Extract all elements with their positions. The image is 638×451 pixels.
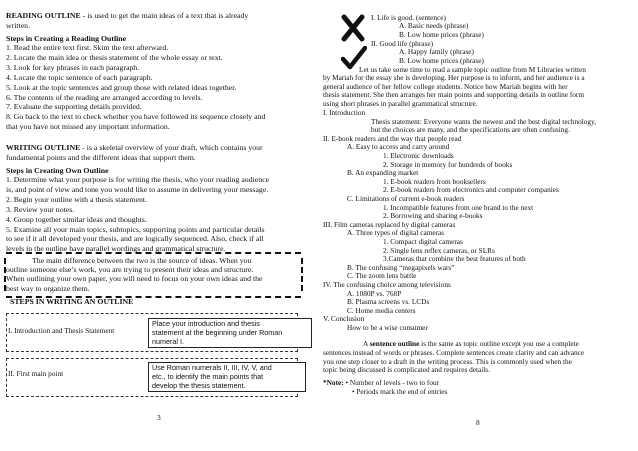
note-line: Place your introduction and thesis [152, 319, 260, 328]
difference-box-right [301, 258, 303, 291]
steps-reading-item: that you have not missed any important information. [6, 122, 170, 132]
steps-writing-title: STEPS IN WRITING AN OUTLINE [10, 297, 134, 306]
outline-entry: 1. E-book readers from booksellers [383, 176, 486, 186]
steps-reading-item: 5. Look at the topic sentences and group those with related ideas together. [6, 82, 237, 92]
outline-entry: C. Limitations of current e-book readers [347, 194, 465, 203]
step1-note [148, 318, 312, 348]
outline-entry: 2. Storage in memory for hundreds of books [383, 159, 513, 169]
steps-own-title: Steps in Creating Own Outline [6, 166, 109, 175]
steps-reading-item: 3. Look for key phrases in each paragraph. [6, 62, 140, 72]
outline-entry: V. Conclusion [323, 314, 365, 324]
sentence-outline-term: sentence outline [369, 339, 420, 348]
steps-own-item: 1. Determine what your purpose is for writing the thesis, who your reading audience [6, 175, 270, 184]
outline-entry: 1. Compact digital cameras [383, 237, 463, 246]
step1-label: I. Introduction and Thesis Statement [8, 326, 115, 335]
example-line: I. Life is good. (sentence) [371, 13, 446, 22]
reading-outline-text: - is used to get the main ideas of a text that is already [80, 11, 249, 20]
outline-entry: C. Home media centers [347, 305, 416, 315]
sentence-line: you one step closer to a draft in the writing process. This is commonly used when the [323, 356, 572, 366]
outline-entry: B. An expanding market [347, 168, 419, 178]
outline-entry: IV. The confusing choice among televisions [323, 280, 451, 289]
outline-entry: but the choices are many, and the specifications are often confusing. [371, 125, 570, 135]
steps-own-item: 5. Examine all your main topics, subtopics, supporting points and particular details [6, 224, 265, 234]
outline-entry: III. Film cameras replaced by digital cameras [323, 219, 456, 229]
intro-line: using short phrases in parallel grammatical structure. [323, 98, 478, 108]
note-line: develop the thesis statement. [152, 380, 246, 390]
difference-line: outline someone else’s work, you are trying to present their ideas and structure. [6, 265, 254, 275]
intro-line: general audience of her fellow college students. Notice how Mariah begins with her [323, 81, 568, 91]
steps-own-item: 3. Review your notes. [6, 204, 75, 214]
reading-outline-text-cont: written. [6, 21, 31, 30]
page-number-left: 3 [157, 413, 161, 422]
sentence-outline-rest: is the same as topic outline except you use a complete [419, 339, 579, 348]
wrong-x-icon [341, 14, 365, 42]
steps-reading-item: 7. Evaluate the supporting details provided. [6, 102, 142, 112]
outline-entry: A. Easy to access and carry around [347, 142, 450, 152]
steps-reading-item: 6. The contents of the reading are arranged according to levels. [6, 92, 203, 102]
outline-entry: II. E-book readers and the way that people read [323, 133, 462, 143]
steps-reading-item: 1. Read the entire text first. Skim the text afterward. [6, 43, 169, 52]
writing-outline-text-cont: fundamental points and the different ideas that support them. [6, 153, 196, 162]
note-item: • Number of levels - two to four [345, 378, 440, 387]
outline-entry: A. Three types of digital cameras [347, 228, 445, 238]
steps-reading-item: 8. Go back to the text to check whether you have followed its sequence closely and [6, 112, 266, 122]
sentence-line: sentences instead of words or phrases. Complete sentences create clarity and can advance [323, 348, 585, 357]
steps-own-item: is, and point of view and tone you would like to assume in delivering your message. [6, 184, 269, 194]
steps-own-item: 2. Begin your outline with a thesis statement. [6, 194, 147, 204]
sentence-line: topic being discussed is complicated and requires details. [323, 365, 490, 375]
outline-entry: B. Plasma screens vs. LCDs [347, 297, 430, 307]
outline-entry: 2. Borrowing and sharing e-books [383, 211, 483, 221]
outline-entry: B. The confusing “megapixels wars” [347, 262, 455, 272]
steps-reading-title: Steps in Creating a Reading Outline [6, 34, 127, 43]
outline-entry: 2. Single lens reflex cameras, or SLRs [383, 245, 495, 255]
outline-entry: 3.Cameras that combine the best features of both [383, 254, 526, 264]
writing-outline-title: WRITING OUTLINE [6, 143, 81, 152]
steps-own-item: levels in the outline have parallel wordings and grammatical structure. [6, 244, 226, 254]
note-line: etc., to identify the main points that [152, 371, 264, 381]
difference-line: The main difference between the two is the source of ideas. When you [32, 256, 252, 265]
steps-own-item: to see if it all developed your thesis, and are logically sequenced. Also, check if all [6, 234, 264, 244]
outline-entry: C. The zoom lens battle [347, 271, 417, 281]
example-line: B. Low home prices (phrase) [399, 29, 484, 39]
difference-line: best way to organize them. [6, 283, 90, 293]
intro-line: by Mariah for the essay she is developing. Her purpose is to inform, and her audience is a [323, 73, 585, 83]
page-number-right: 8 [476, 418, 480, 427]
outline-entry: How to be a wise consumer [347, 323, 428, 332]
reading-outline-title: READING OUTLINE [6, 11, 81, 20]
example-line: A. Basic needs (phrase) [399, 21, 469, 31]
steps-reading-item: 4. Locate the topic sentence of each paragraph. [6, 72, 153, 82]
outline-entry: Thesis statement: Everyone wants the newest and the best digital technology, [371, 116, 597, 126]
intro-line: Let us take some time to read a sample topic outline from M Libraries written [359, 65, 586, 74]
note-label: *Note: [323, 378, 344, 387]
steps-own-item: 4. Group together similar ideas and thoughts. [6, 214, 147, 224]
example-line: A. Happy family (phrase) [399, 47, 474, 57]
note-line: statement at the beginning under Roman [152, 327, 283, 337]
right-page [319, 0, 638, 451]
sentence-outline-lead: A [363, 339, 370, 348]
writing-outline-text: - is a skeletal overview of your draft, which contains your [80, 143, 263, 152]
outline-entry: 2. E-book readers from electronics and computer companies [383, 185, 559, 195]
outline-entry: 1. Incompatible features from one brand to the next [383, 202, 534, 212]
example-line: II. Good life (phrase) [371, 39, 433, 48]
note-line: Use Roman numerals II, III, IV, V, and [152, 363, 272, 372]
writing-outline-def [6, 144, 263, 153]
step2-note [148, 362, 306, 392]
reading-outline-def [6, 12, 248, 21]
note-line: numeral I. [152, 336, 184, 346]
example-line: B. Low home prices (phrase) [399, 55, 484, 65]
note-item: • Periods mark the end of entries [352, 387, 448, 396]
difference-line: When outlining your own paper, you will need to focus on your own ideas and the [6, 274, 263, 284]
step2-label: II. First main point [8, 369, 64, 378]
intro-line: thesis statement. She then arranges her main points and supporting details in outline form [323, 90, 585, 100]
outline-entry: 1. Electronic downloads [383, 151, 454, 160]
outline-entry: I. Introduction [323, 108, 366, 117]
steps-reading-item: 2. Locate the main idea or thesis statement of the whole essay or text. [6, 52, 223, 62]
outline-entry: A. 1080P vs. 768P [347, 288, 402, 298]
